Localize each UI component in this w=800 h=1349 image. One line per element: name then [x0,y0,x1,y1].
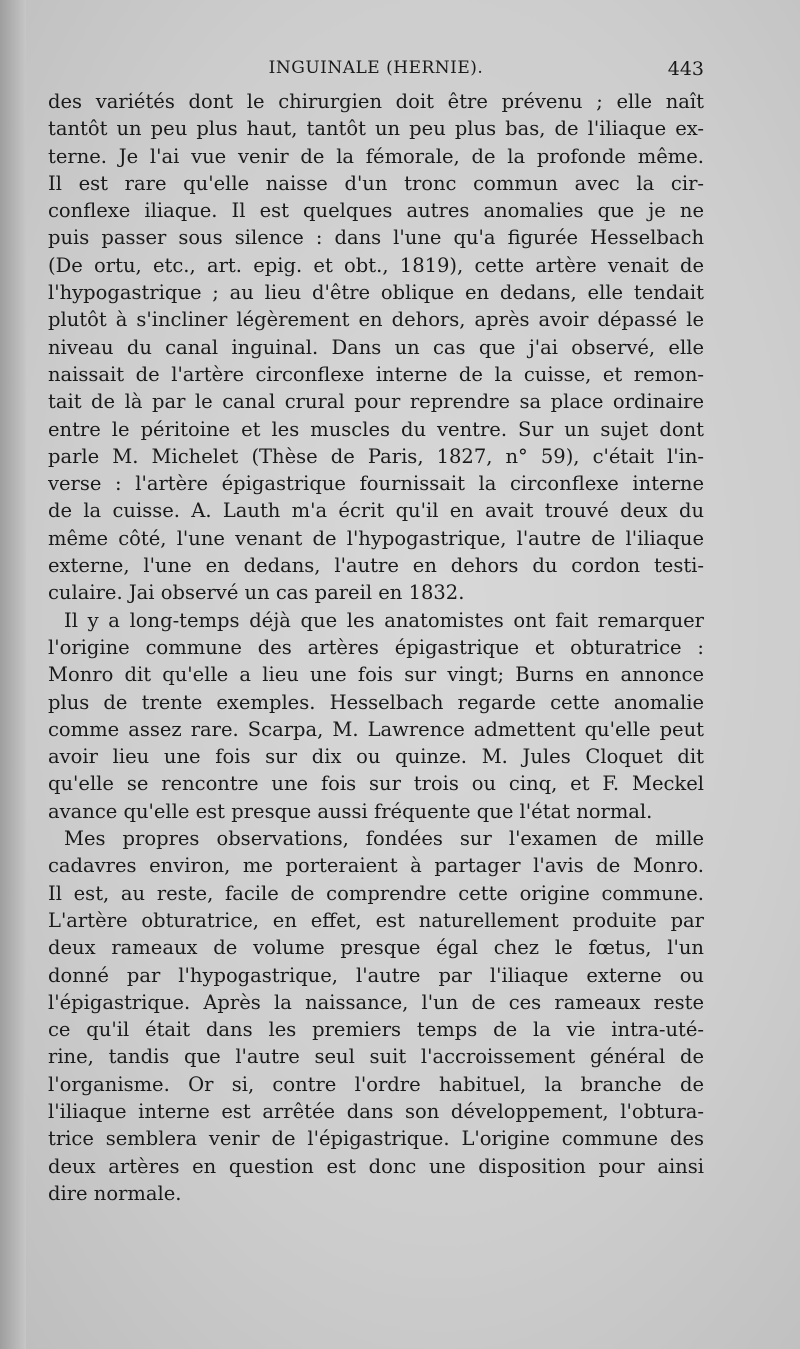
paragraph [48,607,704,825]
running-title: INGUINALE (HERNIE). [268,58,484,78]
text-line: comme assez rare. Scarpa, M. Lawrence admettent qu'elle peut [48,717,704,741]
text-line: plutôt à s'incliner légèrement en dehors, après avoir dépassé le [48,308,704,332]
text-line: niveau du canal inguinal. Dans un cas que j'ai observé, elle [48,335,704,359]
text-line: Mes propres observations, fondées sur l'examen de mille [64,827,704,851]
text-line: tantôt un peu plus haut, tantôt un peu plus bas, de l'iliaque ex- [48,117,704,141]
text-line: Il y a long-temps déjà que les anatomistes ont fait remarquer [64,608,704,632]
text-line: plus de trente exemples. Hesselbach regarde cette anomalie [48,690,704,714]
text-line: puis passer sous silence : dans l'une qu'a figurée Hesselbach [48,226,704,250]
text-line: ce qu'il était dans les premiers temps de la vie intra-uté- [48,1018,704,1042]
text-line: avance qu'elle est presque aussi fréquente que l'état normal. [48,799,653,823]
text-line: de la cuisse. A. Lauth m'a écrit qu'il en avait trouvé deux du [48,499,704,523]
text-line: cadavres environ, me porteraient à partager l'avis de Monro. [48,854,704,878]
text-line: Monro dit qu'elle a lieu une fois sur vingt; Burns en annonce [48,663,704,687]
text-line: L'artère obturatrice, en effet, est naturellement produite par [48,908,704,932]
text-line: l'épigastrique. Après la naissance, l'un de ces rameaux reste [48,990,704,1014]
paragraph [48,825,704,1207]
page-gutter-shadow [0,0,26,1349]
page-number: 443 [667,58,704,80]
text-line: Il est rare qu'elle naisse d'un tronc commun avec la cir- [48,171,704,195]
text-line: deux rameaux de volume presque égal chez le fœtus, l'un [48,936,704,960]
text-line: deux artères en question est donc une disposition pour ainsi [48,1154,704,1178]
page-header [48,58,704,84]
text-line: l'hypogastrique ; au lieu d'être oblique en dedans, elle tendait [48,281,704,305]
text-line: même côté, l'une venant de l'hypogastrique, l'autre de l'iliaque [48,526,704,550]
text-line: des variétés dont le chirurgien doit être prévenu ; elle naît [48,90,704,113]
text-line: rine, tandis que l'autre seul suit l'accroissement général de [48,1045,704,1069]
text-line: (De ortu, etc., art. epig. et obt., 1819), cette artère venait de [48,253,704,277]
text-line: l'iliaque interne est arrêtée dans son développement, l'obtura- [48,1099,704,1123]
text-line: trice semblera venir de l'épigastrique. L'origine commune des [48,1127,704,1151]
text-line: externe, l'une en dedans, l'autre en dehors du cordon testi- [48,554,704,578]
text-line: conflexe iliaque. Il est quelques autres anomalies que je ne [48,199,704,223]
text-line: verse : l'artère épigastrique fournissait la circonflexe interne [48,472,704,496]
text-line: l'organisme. Or si, contre l'ordre habituel, la branche de [48,1072,704,1096]
paragraph [48,88,704,607]
body-text [48,88,704,1207]
text-line: culaire. Jai observé un cas pareil en 1832. [48,581,465,605]
text-line: qu'elle se rencontre une fois sur trois ou cinq, et F. Meckel [48,772,704,796]
text-line: dire normale. [48,1181,182,1205]
text-line: tait de là par le canal crural pour reprendre sa place ordinaire [48,390,704,414]
text-line: naissait de l'artère circonflexe interne de la cuisse, et remon- [48,362,704,386]
text-line: entre le péritoine et les muscles du ventre. Sur un sujet dont [48,417,704,441]
text-line: Il est, au reste, facile de comprendre cette origine commune. [48,881,704,905]
text-line: parle M. Michelet (Thèse de Paris, 1827, n° 59), c'était l'in- [48,444,704,468]
text-line: donné par l'hypogastrique, l'autre par l'iliaque externe ou [48,963,704,987]
text-line: l'origine commune des artères épigastrique et obturatrice : [48,635,704,659]
text-line: terne. Je l'ai vue venir de la fémorale, de la profonde même. [48,144,704,168]
text-line: avoir lieu une fois sur dix ou quinze. M. Jules Cloquet dit [48,745,704,769]
